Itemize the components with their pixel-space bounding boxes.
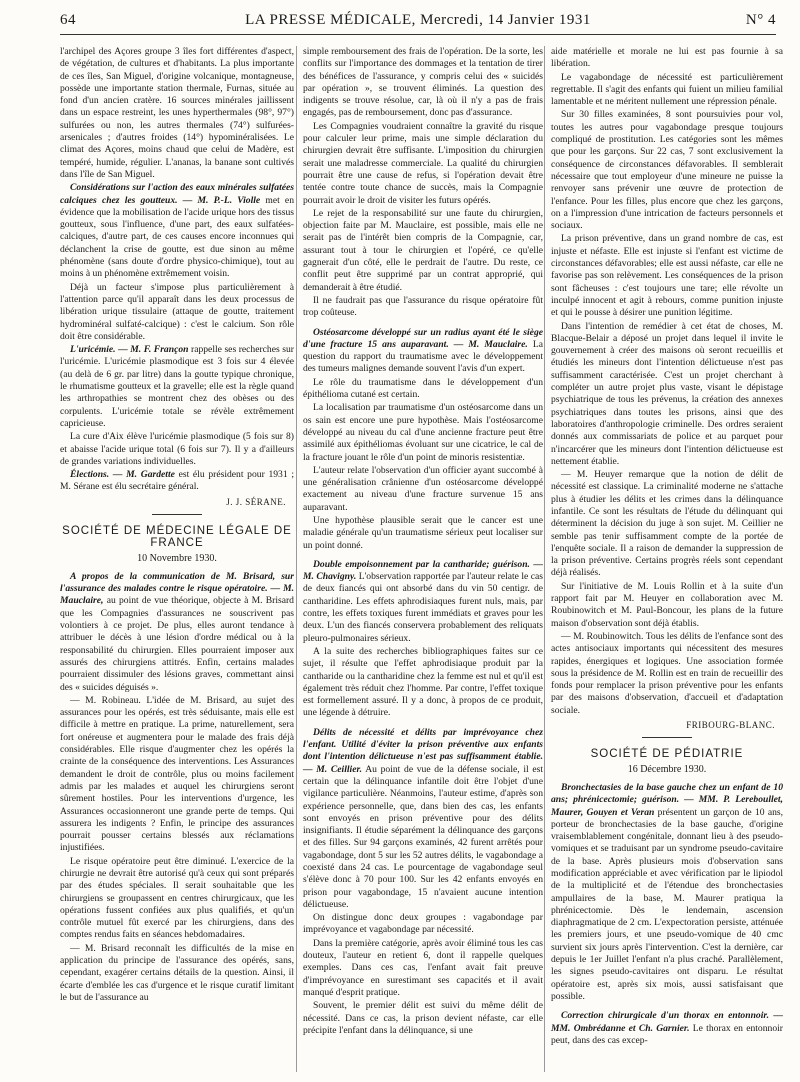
article-title: Bronchectasies de la base gauche chez un enfant de 10 ans; phrénicectomie; guérison. — MM. P. Lereboullet, Maurer, Gouyen et Veran xyxy=(551,781,783,818)
article-title: Élections. — M. Gardette xyxy=(70,469,175,481)
paragraph: Le rôle du traumatisme dans le développement d'un épithélioma cutané est certain. xyxy=(303,376,543,401)
paragraph: Sur l'initiative de M. Louis Rollin et à la suite d'un rapport fait par M. Heuyer en collaboration avec M. Roubinowitch et M. Paul-Boncour, les plans de la future maison d'observation sont déjà établis. xyxy=(551,580,783,629)
paragraph: Le thorax en entonnoir peut, dans des cas excep- xyxy=(551,1022,783,1046)
paragraph: au point de vue théorique, objecte à M. Brisard que les Compagnies d'assurances ne souscrivent pas volontiers à ce projet. De plus, elles auront tendance à attribuer le décès à une lésion d'ordre médical ou à la responsabilité du chirurgien. Elles pourraient imposer aux assurés des chirurgiens attitrés. Enfin, certains malades pourraient dissimuler des lésions graves, commettant ainsi des « suicides déguisés ». xyxy=(60,595,294,693)
paragraph: aide matérielle et morale ne lui est pas fournie à sa libération. xyxy=(551,46,783,70)
column-1 xyxy=(60,46,294,1072)
paragraph: rappelle ses recherches sur l'uricémie. L'uricémie plasmodique est 3 fois sur 4 élevée (au delà de 6 gr. par litre) dans la goutte typique chronique, le rhumatisme goutteux et la gravelle; elle est la règle quand les arthropathies se montrent chez des obèses ou des corpulents. L'uricémie totale se révèle extrêmement capricieuse. xyxy=(60,344,294,429)
paragraph: La cure d'Aix élève l'uricémie plasmodique (5 fois sur 8) et abaisse l'acide urique total (6 fois sur 7). Il y a d'ailleurs de grandes variations individuelles. xyxy=(60,431,294,467)
divider xyxy=(642,737,692,738)
column-2 xyxy=(296,46,543,1072)
article-title: Délits de nécessité et délits par imprévoyance chez l'enfant. Utilité d'éviter la prison préventive aux enfants dont l'intention délictueuse n'est pas suffisamment établie. — M. Ceillier. xyxy=(303,726,543,775)
paragraph: L'observation rapportée par l'auteur relate le cas de deux fiancés qui ont absorbé dans du vin 50 centigr. de cantharidine. Les effets aphrodisiaques furent nuls, mais, par contre, les effets toxiques furent immédiats et graves pour les deux. L'un des fiancés conservera probablement des reliquats pleuro-pulmonaires sérieux. xyxy=(303,571,543,644)
paragraph: La question du rapport du traumatisme avec le développement des tumeurs malignes demande souvent l'avis d'un expert. xyxy=(303,338,543,375)
paragraph: est élu président pour 1931 ; M. Sérane est élu secrétaire général. xyxy=(60,469,294,493)
paragraph: Au point de vue de la défense sociale, il est certain que la délinquance infantile doit être l'objet d'une vigilance particulière. Néanmoins, l'auteur estime, d'après son expérience personnelle, que, dans bien des cas, les enfants sont envoyés en prison préventive pour des délits insignifiants. Il étudie séparément la délinquance des garçons et des filles. Sur 94 garçons examinés, 42 furent arrêtés pour vagabondage, dont 5 sur les 52 autres délits, le vagabondage a coexisté dans 24 cas. Le pourcentage de vagabondage seul s'élève donc à 70 pour 100. Sur les 42 enfants envoyés en prison pour vagabondage, 15 n'avaient aucune intention délictueuse. xyxy=(303,763,543,910)
page-header xyxy=(60,12,776,35)
section-title: SOCIÉTÉ DE MÉDECINE LÉGALE DE FRANCE xyxy=(62,524,292,550)
paragraph: Déjà un facteur s'impose plus particulièrement à l'attention parce qu'il apparaît dans les deux processus de libération urique tissulaire (attaque de goutte, traitement hydrominéral sulfaté-calcique) : c'est le calcium. Son rôle doit être considérable. xyxy=(60,281,294,342)
paragraph: L'auteur relate l'observation d'un officier ayant succombé à une généralisation crânienne d'un ostéosarcome développé exactement au niveau d'une fracture survenue 15 ans auparavant. xyxy=(303,464,543,513)
signature: FRIBOURG-BLANC. xyxy=(686,720,775,731)
paragraph: Le rejet de la responsabilité sur une faute du chirurgien, objection faite par M. Mauclaire, est possible, mais elle ne serait pas de l'intérêt bien compris de la Compagnie, car, assurant tout à tour le chirurgien et l'opéré, ce qu'elle gagnerait d'un côté, elle le perdrait de l'autre. Du reste, ce conflit peut être supprimé par un contrat approprié, qui demanderait à être étudié. xyxy=(303,207,543,293)
paragraph: La localisation par traumatisme d'un ostéosarcome dans un os sain est encore une pure hypothèse. Mais l'ostéosarcome développé au niveau du cal d'une ancienne fracture peut être assimilé aux épithéliomas évoluant sur une cicatrice, le cal de la fracture jouant le rôle d'un point de minoris resistentiæ. xyxy=(303,402,543,463)
paragraph: La prison préventive, dans un grand nombre de cas, est injuste et néfaste. Elle est injuste si l'enfant est victime de circonstances défavorables; elle est aussi néfaste, car elle ne favorise pas son relèvement. Les conséquences de la prison sont fâcheuses : c'est toujours une tare; elle révolte un inculpé innocent et agit à rebours, comme punition injuste et qui le pousse à désirer une punition légitime. xyxy=(551,233,783,319)
issue-number: N° 4 xyxy=(745,12,776,28)
paragraph: simple remboursement des frais de l'opération. De la sorte, les conflits sur l'importance des dommages et la tentation de tirer des bénéfices de l'assurance, y compris celui des « suicidés par opération », se trouvent éliminés. La question des indigents se trouve résolue, car, là où il n'y a pas de frais engagés, pas de remboursement, donc pas d'assurance. xyxy=(303,46,543,119)
article-title: A propos de la communication de M. Brisard, sur l'assurance des malades contre le risque opératoire. — M. Mauclaire, xyxy=(60,570,294,607)
section-title: SOCIÉTÉ DE PÉDIATRIE xyxy=(590,748,744,761)
paragraph: — M. Robineau. L'idée de M. Brisard, au sujet des assurances pour les opérés, est très séduisante, mais elle est difficile à mettre en pratique. La prime, naturellement, sera fort onéreuse et augmentera pour le malade des frais déjà considérables. Elle risque d'augmenter chez les opérés la crainte de la conséquence des interventions. Les Assurances demandent le droit de contrôle, plus ou moins facilement admis par les malades et auquel les chirurgiens seront sûrement hostiles. Pour les interventions d'urgence, les Assurances occasionneront une grande perte de temps. Qui assurera les indigents ? Enfin, le principe des assurances pourrait pousser certains blessés aux réclamations injustifiées. xyxy=(60,694,294,854)
article-title: Double empoisonnement par la cantharide; guérison. — M. Chavigny. xyxy=(303,558,543,583)
paragraph: Dans l'intention de remédier à cet état de choses, M. Blacque-Belair a déposé un projet dans lequel il invite le gouvernement à créer des maisons où seront recueillis et étudiés les mineurs dont l'intention délictueuse n'est pas suffisamment caractérisée. C'est un projet cherchant à compléter un autre projet plus vaste, visant le dépistage psychiatrique de tous les prévenus, la création des annexes psychiatriques dans toutes les prisons, ainsi que des laboratoires d'anthropologie criminelle. Des ordres seraient donnés aux commissariats de police et au parquet pour n'incarcérer que les mineurs dont l'intention délictueuse est nettement établie. xyxy=(551,320,783,467)
paragraph: Les Compagnies voudraient connaître la gravité du risque pour calculer leur prime, mais une simple déclaration du chirurgien devrait être suffisante. L'imposition du chirurgien serait une maladresse commerciale. La qualité du chirurgien pourrait être une cause de refus, si l'opération devait être tentée contre toute chance de succès, mais la Compagnie pourrait avoir le droit de visiter les futurs opérés. xyxy=(303,120,543,206)
paragraph: On distingue donc deux groupes : vagabondage par imprévoyance et vagabondage par nécessité. xyxy=(303,912,543,936)
page-number: 64 xyxy=(60,12,76,28)
paragraph: l'archipel des Açores groupe 3 îles fort différentes d'aspect, de végétation, de cultures et d'habitants. La plus importante de ces îles, San Miguel, d'origine volcanique, montagneuse, possède une importante station thermale, Furnas, située au fond d'un ancien cratère. 16 sources minérales jaillissent dans un espace restreint, les unes hyperthermales (98°, 97°) sulfurées ou non, les autres thermales (74°) sulfurées-arsenicales ; d'autres froides (14°) hypominéralisées. Le climat des Açores, moins chaud que celui de Madère, est tempéré, humide, régulier. L'ananas, la banane sont cultivés dans l'île de San Miguel. xyxy=(60,46,294,180)
divider xyxy=(152,514,202,515)
paragraph: met en évidence que la mobilisation de l'acide urique hors des tissus goutteux, sous l'influence, d'une part, des eaux sulfatées-calciques, d'autre part, de ces causes encore inconnues qui déclanchent la crise de goutte, est due sinon au même phénomène (sans doute d'ordre physico-chimique), tout au moins à un phénomène extrêmement voisin. xyxy=(60,194,294,280)
paragraph: — M. Heuyer remarque que la notion de délit de nécessité est classique. La criminalité moderne ne s'attache plus à étudier les délits et les crimes dans la délinquance infantile. Ce sont les résultats de l'étude du délinquant qui déterminent la décision du juge à son sujet. M. Ceillier ne semble pas tenir suffisamment compte de la portée de l'enquête sociale. Il a raison de demander la suppression de la prison préventive. Certains progrès réels sont cependant déjà réalisés. xyxy=(551,469,783,579)
section-date: 16 Décembre 1930. xyxy=(627,763,707,775)
paragraph: A la suite des recherches bibliographiques faites sur ce sujet, il résulte que l'effet aphrodisiaque produit par la cantharide ou la cantharidine chez la femme est nul et qu'il est également très réduit chez l'homme. Par contre, l'effet toxique est formellement assuré. Il y a donc, à propos de ce produit, une légende à détruire. xyxy=(303,645,543,719)
article-title: L'uricémie. — M. F. Françon xyxy=(70,344,189,356)
paragraph: Le risque opératoire peut être diminué. L'exercice de la chirurgie ne devrait être autorisé qu'à ceux qui sont préparés par des études spéciales. Il serait souhaitable que les chirurgiens se groupassent en centres chirurgicaux, que les opérations fussent confiées aux plus qualifiés, et qu'un contrôle mutuel fût exercé par les chirurgiens, dans des comptes rendus faits en séances hebdomadaires. xyxy=(60,855,294,941)
paragraph: Il ne faudrait pas que l'assurance du risque opératoire fût trop coûteuse. xyxy=(303,294,543,319)
paragraph: Souvent, le premier délit est suivi du même délit de nécessité. Dans ce cas, la prison devient néfaste, car elle précipite l'enfant dans la délinquance, si une xyxy=(303,1000,543,1036)
signature: J. J. SÉRANE. xyxy=(226,496,286,507)
paragraph: — M. Roubinowitch. Tous les délits de l'enfance sont des actes antisociaux importants qui nécessitent des mesures rapides, énergiques et logiques. Une association formée sous la présidence de M. Rollin est en train de recueillir des fonds pour remplacer la prison préventive pour les enfants par des maisons d'observation, d'accueil et d'adaptation sociale. xyxy=(551,630,783,716)
paragraph: Une hypothèse plausible serait que le cancer est une maladie générale qu'un traumatisme sérieux peut localiser sur un point donné. xyxy=(303,514,543,551)
paragraph: — M. Brisard reconnaît les difficultés de la mise en application du principe de l'assurance des opérés, sans, cependant, exagérer certains détails de la question. Ainsi, il écarte d'emblée les cas d'urgence et le risque curatif limitant le but de l'assurance au xyxy=(60,942,294,1003)
article-title: Considérations sur l'action des eaux minérales sulfatées calciques chez les goutteux. — M. P.-L. Violle xyxy=(60,182,294,206)
paragraph: présentent un garçon de 10 ans, porteur de bronchectasies de la base gauche, d'origine vraisemblablement congénitale, donnant lieu à des pseudo-vomiques et se traduisant par un syndrome pseudo-cavitaire de la base. Après plusieurs mois d'observation sans modification appréciable et avec vérification par le lipiodol de la multiplicité et de l'étendue des bronchectasies ampullaires de la base, M. Maurer pratiqua la phrénicectomie. Dès le lendemain, ascension diaphragmatique de 2 cm. L'expectoration persiste, atténuée les premiers jours, et une pseudo-vomique de 40 cmc survient six jours après l'intervention. C'est la dernière, car depuis le 1er Juillet l'enfant n'a plus craché. Parallèlement, les signes pseudo-cavitaires ont disparu. Le résultat opératoire est, après six mois, aussi satisfaisant que possible. xyxy=(551,806,783,1002)
article-title: Ostéosarcome développé sur un radius ayant été le siège d'une fracture 15 ans auparavant. — M. Mauclaire. xyxy=(303,326,543,350)
journal-title: LA PRESSE MÉDICALE, Mercredi, 14 Janvier 1931 xyxy=(245,12,591,28)
article-title: Correction chirurgicale d'un thorax en entonnoir. — MM. Ombrédanne et Ch. Garnier. xyxy=(551,1010,783,1034)
section-date: 10 Novembre 1930. xyxy=(137,552,217,564)
paragraph: Sur 30 filles examinées, 8 sont poursuivies pour vol, toutes les autres pour vagabondage presque toujours compliqué de prostitution. Les catégories sont les mêmes que pour les garçons. Sur 22 cas, 7 sont exclusivement la conséquence de circonstances défavorables. Il semblerait nécessaire que tout employeur d'une mineure ne puisse la renvoyer sans prévenir une œuvre de protection de l'enfance. Pour les filles, plus encore que chez les garçons, on a l'impression d'une intrication de facteurs personnels et sociaux. xyxy=(551,109,783,232)
paragraph: Le vagabondage de nécessité est particulièrement regrettable. Il s'agit des enfants qui fuient un milieu familial lamentable et ne méritent nullement une répression pénale. xyxy=(551,71,783,108)
paragraph: Dans la première catégorie, après avoir éliminé tous les cas douteux, l'auteur en retient 6, dont il rappelle quelques exemples. Dans ces cas, l'enfant avait fait preuve d'imprévoyance en surestimant ses capacités et il avait manqué d'esprit pratique. xyxy=(303,937,543,998)
column-3 xyxy=(544,46,783,1072)
